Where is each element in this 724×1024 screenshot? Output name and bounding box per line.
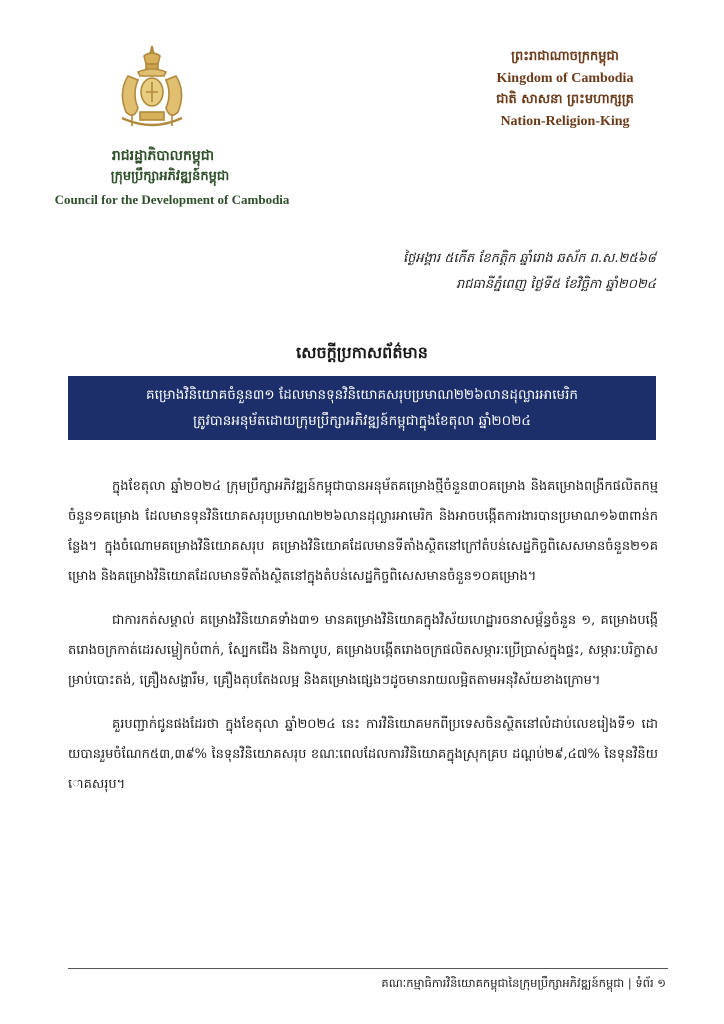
kingdom-name-km: ព្រះរាជាណាចក្រកម្ពុជា [511,49,619,64]
motto-km: ជាតិ សាសនា ព្រះមហាក្សត្រ [496,92,634,107]
motto-en: Nation-Religion-King [500,114,630,129]
lunar-date: ថ្ងៃអង្គារ ៥កើត ខែកត្តិក ឆ្នាំរោង ឆស័ក ព.ស.២៥៦៨ [403,251,656,266]
headline-line-1: គម្រោងវិនិយោគចំនួន៣១ ដែលមានទុនវិនិយោគសរុបប្រមាណ២២៦លានដុល្លារអាមេរិក [146,387,578,403]
council-name-km: ក្រុមប្រឹក្សាអភិវឌ្ឍន៍កម្ពុជា [110,169,230,184]
paragraph-1: ក្នុងខែតុលា ឆ្នាំ២០២៤ ក្រុមប្រឹក្សាអភិវឌ្ឍន៍កម្ពុជាបានអនុម័តគម្រោងថ្មីចំនួន៣០គម្រោង និងគម្រោងពង្រីកផលិតកម្មចំនួន១គម្រោង ដែលមានទុនវិនិយោគសរុបប្រមាណ២២៦លានដុល្លារអាមេរិក និងអាចបង្កើតការងារបានប្រមាណ១៦៣ពាន់កន្លែង។ ក្នុងចំណោមគម្រោងវិនិយោគសរុប គម្រោងវិនិយោគដែលមានទីតាំងស្ថិតនៅក្រៅតំបន់សេដ្ឋកិច្ចពិសេសមានចំនួន២១គម្រោង និងគម្រោងវិនិយោគដែលមានទីតាំងស្ថិតនៅក្នុងតំបន់សេដ្ឋកិច្ចពិសេសមានចំនួន១០គម្រោង។ [68,479,658,584]
government-name-km: រាជរដ្ឋាភិបាលកម្ពុជា [111,148,215,164]
body-text [68,472,658,814]
solar-date: រាជធានីភ្នំពេញ ថ្ងៃទី៥ ខែវិច្ឆិកា ឆ្នាំ២០២៤ [456,277,656,292]
paragraph-3: គួរបញ្ជាក់ជូនផងដែរថា ក្នុងខែតុលា ឆ្នាំ២០២៤ នេះ ការវិនិយោគមកពីប្រទេសចិនស្ថិតនៅលំដាប់លេខរៀងទី១ ដោយបានរួមចំណែក៥៣,៣៩% នៃទុនវិនិយោគសរុប ខណៈពេលដែលការវិនិយោគក្នុងស្រុកគ្រប ដណ្តប់២៩,៤៧% នៃទុនវិនិយោគសរុប។ [68,717,658,792]
kingdom-name-en: Kingdom of Cambodia [496,71,634,86]
page-title: សេចក្តីប្រកាសព័ត៌មាន [296,343,428,362]
date-block [403,246,656,298]
council-name-en: Council for the Development of Cambodia [54,192,290,207]
footer-divider [68,968,668,969]
footer-text: គណៈកម្មាធិការវិនិយោគកម្ពុជានៃក្រុមប្រឹក្សាអភិវឌ្ឍន៍កម្ពុជា | ទំព័រ ១ [381,976,666,990]
kingdom-header [470,48,660,130]
paragraph-2: ជាការកត់សម្គាល់ គម្រោងវិនិយោគទាំង៣១ មានគម្រោងវិនិយោគក្នុងវិស័យហេដ្ឋារចនាសម្ព័ន្ធចំនួន ១, គម្រោងបង្កើតរោងចក្រកាត់ដេរសម្លៀកបំពាក់, ស្បែកជើង និងកាបូប, គម្រោងបង្កើតរោងចក្រផលិតសម្ភារៈប្រើប្រាស់ក្នុងផ្ទះ, សម្ភារៈបរិក្ខាសម្រាប់បោះតង់, គ្រឿងសង្ហារឹម, គ្រឿងតុបតែងលម្អ និងគម្រោងផ្សេងៗដូចមានរាយលម្អិតតាមអនុវិស័យខាងក្រោម។ [68,613,658,688]
royal-emblem-icon [108,42,196,134]
headline-banner [68,376,656,440]
headline-line-2: ត្រូវបានអនុម័តដោយក្រុមប្រឹក្សាអភិវឌ្ឍន៍កម្ពុជាក្នុងខែតុលា ឆ្នាំ២០២៤ [193,413,531,429]
